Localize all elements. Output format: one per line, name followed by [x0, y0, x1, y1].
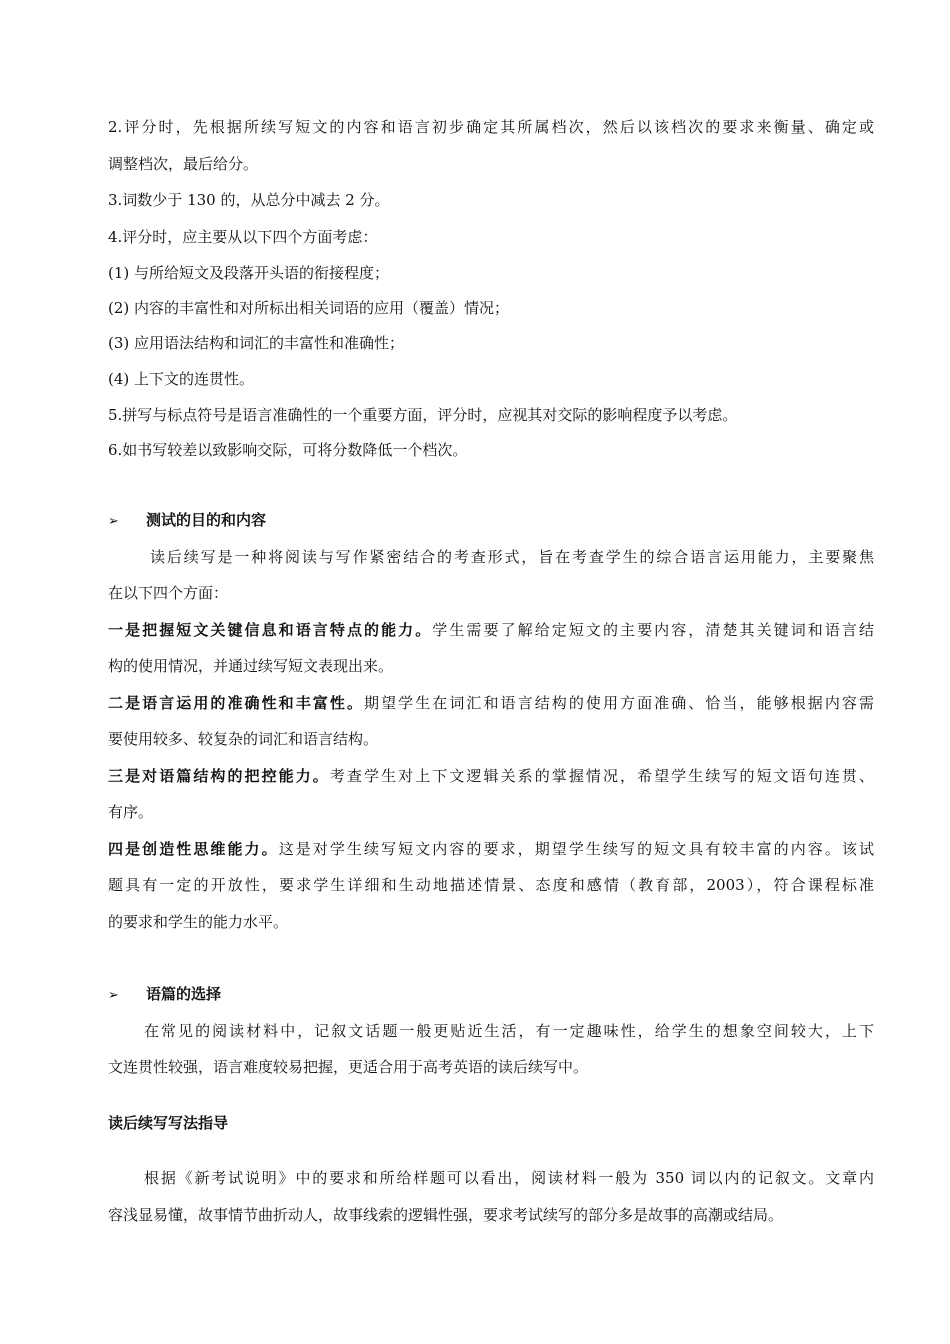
selection-line-2: 文连贯性较强，语言难度较易把握，更适合用于高考英语的读后续写中。 [108, 1058, 589, 1076]
section-heading-selection [108, 983, 874, 1007]
purpose-point-2-line-2: 要使用较多、较复杂的词汇和语言结构。 [108, 730, 379, 748]
guide-line-2: 容浅显易懂，故事情节曲折动人，故事线索的逻辑性强，要求考试续写的部分多是故事的高潮或结局。 [108, 1206, 784, 1224]
scoring-item-5: 5.拼写与标点符号是语言准确性的一个重要方面，评分时，应视其对交际的影响程度予以考虑。 [108, 406, 738, 424]
scoring-item-2-line-1: 2.评分时，先根据所续写短文的内容和语言初步确定其所属档次，然后以该档次的要求来衡量、确定或 [108, 118, 874, 136]
scoring-item-2-line-2: 调整档次，最后给分。 [108, 155, 259, 173]
section-heading-guide: 读后续写写法指导 [108, 1114, 229, 1132]
scoring-subitem-3: (3) 应用语法结构和词汇的丰富性和准确性； [108, 334, 405, 352]
scoring-item-3: 3.词数少于 130 的，从总分中减去 2 分。 [108, 191, 390, 209]
point-2-text: 期望学生在词汇和语言结构的使用方面准确、恰当，能够根据内容需 [364, 694, 874, 712]
point-3-text: 考查学生对上下文逻辑关系的掌握情况，希望学生续写的短文语句连贯、 [329, 767, 874, 785]
purpose-intro-line-1: 读后续写是一种将阅读与写作紧密结合的考查形式，旨在考查学生的综合语言运用能力，主要聚焦 [150, 548, 874, 566]
purpose-point-3-line-1 [108, 765, 874, 787]
point-4-lead: 四是创造性思维能力。 [108, 840, 279, 858]
point-1-text: 学生需要了解给定短文的主要内容，清楚其关键词和语言结 [432, 621, 874, 639]
purpose-point-1-line-1 [108, 619, 874, 641]
point-1-lead: 一是把握短文关键信息和语言特点的能力。 [108, 621, 433, 639]
scoring-subitem-2: (2) 内容的丰富性和对所标出相关词语的应用（覆盖）情况； [108, 299, 510, 317]
purpose-point-4-line-2: 题具有一定的开放性，要求学生详细和生动地描述情景、态度和感情（教育部，2003），符合课程标准 [108, 876, 874, 894]
arrow-bullet-icon: ➢ [108, 514, 119, 529]
purpose-intro-line-2: 在以下四个方面： [108, 584, 229, 602]
section-heading-text: 测试的目的和内容 [146, 511, 267, 529]
scoring-subitem-1: (1) 与所给短文及段落开头语的衔接程度； [108, 264, 390, 282]
guide-line-1: 根据《新考试说明》中的要求和所给样题可以看出，阅读材料一般为 350 词以内的记叙文。文章内 [144, 1169, 874, 1187]
scoring-item-6: 6.如书写较差以致影响交际，可将分数降低一个档次。 [108, 441, 468, 459]
point-4-text: 这是对学生续写短文内容的要求，期望学生续写的短文具有较丰富的内容。该试 [278, 840, 874, 858]
selection-line-1: 在常见的阅读材料中，记叙文话题一般更贴近生活，有一定趣味性，给学生的想象空间较大，上下 [144, 1022, 874, 1040]
purpose-point-2-line-1 [108, 692, 874, 714]
section-heading-purpose [108, 509, 874, 533]
purpose-point-3-line-2: 有序。 [108, 803, 154, 821]
scoring-subitem-4: (4) 上下文的连贯性。 [108, 370, 255, 388]
purpose-point-4-line-1 [108, 838, 874, 860]
point-3-lead: 三是对语篇结构的把控能力。 [108, 767, 330, 785]
purpose-point-4-line-3: 的要求和学生的能力水平。 [108, 913, 289, 931]
section-heading-text: 语篇的选择 [146, 985, 222, 1003]
point-2-lead: 二是语言运用的准确性和丰富性。 [108, 694, 365, 712]
purpose-point-1-line-2: 构的使用情况，并通过续写短文表现出来。 [108, 657, 394, 675]
scoring-item-4: 4.评分时，应主要从以下四个方面考虑： [108, 228, 378, 246]
arrow-bullet-icon: ➢ [108, 988, 119, 1003]
